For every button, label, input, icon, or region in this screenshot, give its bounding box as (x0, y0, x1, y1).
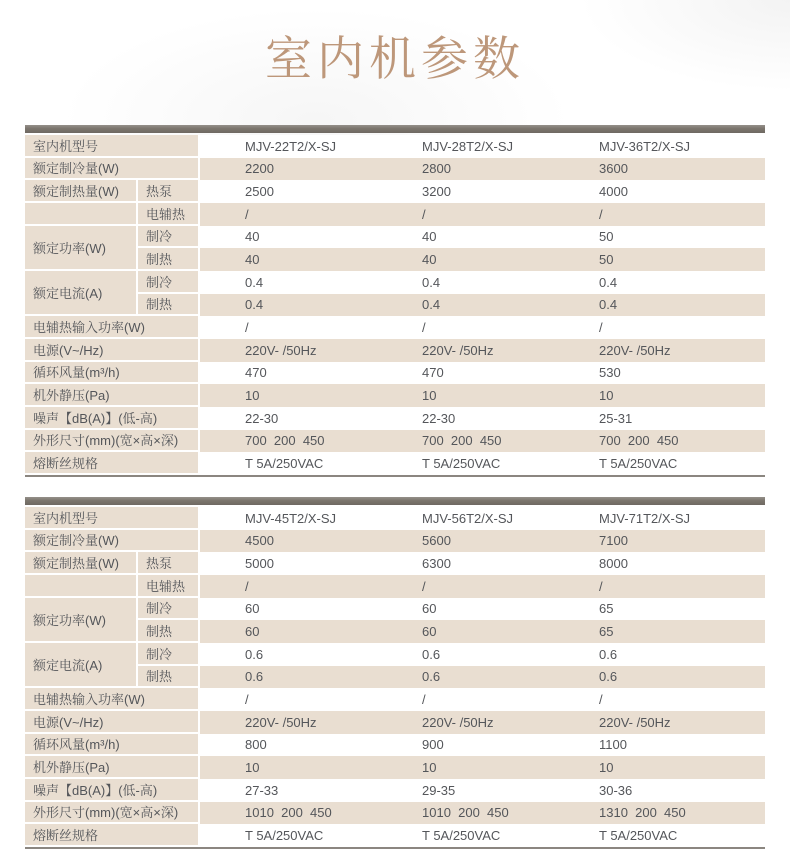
table-grid (25, 135, 765, 477)
value-cell: 7100 (554, 530, 765, 553)
value-cell: 0.6 (422, 646, 441, 662)
value-cell: 0.4 (554, 294, 765, 317)
value-cell: 60 (422, 601, 437, 617)
value-cell: 1010 200 450 (377, 802, 554, 825)
value-cell: T 5A/250VAC (245, 456, 324, 472)
value-cell: 10 (200, 384, 377, 407)
value-cell: 0.4 (377, 294, 554, 317)
value-cell: 220V- /50Hz (377, 339, 554, 362)
value-cell: 60 (245, 601, 260, 617)
value-cell: 40 (377, 248, 554, 271)
value-cell: / (422, 692, 426, 708)
value-cell: 22-30 (422, 410, 456, 426)
row-sublabel-cell: 制热 (138, 620, 200, 643)
value-cell: / (554, 575, 765, 598)
row-sublabel-cell: 电辅热 (138, 203, 200, 226)
row-label-cell: 机外静压(Pa) (25, 756, 200, 779)
value-cell: 10 (554, 384, 765, 407)
value-cell: 0.6 (599, 646, 618, 662)
value-cell: 220V- /50Hz (200, 711, 377, 734)
value-cell: 10 (554, 756, 765, 779)
row-label-cell: 电源(V~/Hz) (25, 339, 200, 362)
value-cell: 30-36 (599, 782, 633, 798)
row-label-cell: 熔断丝规格 (25, 824, 200, 847)
value-cell: 530 (599, 365, 621, 381)
row-label-cell: 外形尺寸(mm)(宽×高×深) (25, 430, 200, 453)
value-cell: 0.4 (422, 274, 441, 290)
value-cell: 10 (377, 384, 554, 407)
value-cell: 700 200 450 (200, 430, 377, 453)
value-cell: 5600 (377, 530, 554, 553)
value-cell: T 5A/250VAC (422, 828, 501, 844)
value-cell: / (377, 575, 554, 598)
row-label-cell (25, 203, 138, 226)
value-cell: MJV-28T2/X-SJ (422, 138, 514, 154)
value-cell: 0.6 (554, 666, 765, 689)
value-cell: 1310 200 450 (554, 802, 765, 825)
value-cell: 40 (245, 229, 260, 245)
table-top-bar (25, 497, 765, 505)
spec-table-large-models (25, 497, 765, 849)
value-cell: / (245, 320, 249, 336)
row-sublabel-cell: 制热 (138, 294, 200, 317)
value-cell: 40 (200, 248, 377, 271)
row-label-cell: 室内机型号 (25, 135, 200, 158)
value-cell: 29-35 (422, 782, 456, 798)
value-cell: MJV-36T2/X-SJ (599, 138, 691, 154)
value-cell: 25-31 (599, 410, 633, 426)
value-cell: 6300 (422, 556, 451, 572)
value-cell: 0.4 (245, 274, 264, 290)
row-label-cell: 额定制热量(W) (25, 180, 138, 203)
value-cell: T 5A/250VAC (245, 828, 324, 844)
value-cell: MJV-45T2/X-SJ (245, 510, 337, 526)
value-cell: 65 (599, 601, 614, 617)
value-cell: 50 (599, 229, 614, 245)
row-label-cell: 室内机型号 (25, 507, 200, 530)
value-cell: 0.4 (599, 274, 618, 290)
row-sublabel-cell: 热泵 (138, 180, 200, 203)
value-cell: 8000 (599, 556, 628, 572)
row-sublabel-cell: 电辅热 (138, 575, 200, 598)
value-cell: / (599, 692, 603, 708)
value-cell: 22-30 (245, 410, 279, 426)
value-cell: 220V- /50Hz (554, 339, 765, 362)
value-cell: 470 (422, 365, 444, 381)
value-cell: T 5A/250VAC (599, 828, 678, 844)
value-cell: T 5A/250VAC (599, 456, 678, 472)
value-cell: / (245, 692, 249, 708)
value-cell: 1010 200 450 (200, 802, 377, 825)
row-label-cell: 噪声【dB(A)】(低-高) (25, 407, 200, 430)
value-cell: 5000 (245, 556, 274, 572)
value-cell: 0.4 (200, 294, 377, 317)
value-cell: MJV-22T2/X-SJ (245, 138, 337, 154)
value-cell: / (599, 320, 603, 336)
value-cell: 60 (377, 620, 554, 643)
value-cell: 800 (245, 737, 267, 753)
value-cell: 220V- /50Hz (200, 339, 377, 362)
row-sublabel-cell: 制热 (138, 666, 200, 689)
table-grid (25, 507, 765, 849)
value-cell: / (554, 203, 765, 226)
row-label-cell: 额定制冷量(W) (25, 158, 200, 181)
row-label-cell: 额定功率(W) (25, 226, 138, 271)
value-cell: 50 (554, 248, 765, 271)
value-cell: 0.6 (377, 666, 554, 689)
value-cell: 470 (245, 365, 267, 381)
row-label-cell: 循环风量(m³/h) (25, 362, 200, 385)
value-cell: / (422, 320, 426, 336)
value-cell: 27-33 (245, 782, 279, 798)
row-label-cell: 机外静压(Pa) (25, 384, 200, 407)
row-sublabel-cell: 制冷 (138, 271, 200, 294)
value-cell: / (200, 203, 377, 226)
value-cell: 65 (554, 620, 765, 643)
table-top-bar (25, 125, 765, 133)
row-label-cell: 熔断丝规格 (25, 452, 200, 475)
row-sublabel-cell: 制热 (138, 248, 200, 271)
page-title: 室内机参数 (265, 32, 525, 85)
row-sublabel-cell: 热泵 (138, 552, 200, 575)
value-cell: 3200 (422, 184, 451, 200)
value-cell: / (377, 203, 554, 226)
spec-table-small-models (25, 125, 765, 477)
row-label-cell: 额定电流(A) (25, 271, 138, 316)
value-cell: 220V- /50Hz (377, 711, 554, 734)
row-label-cell: 电辅热输入功率(W) (25, 688, 200, 711)
value-cell: 900 (422, 737, 444, 753)
value-cell: 40 (422, 229, 437, 245)
value-cell: 4500 (200, 530, 377, 553)
value-cell: 220V- /50Hz (554, 711, 765, 734)
value-cell: MJV-71T2/X-SJ (599, 510, 691, 526)
row-label-cell: 电源(V~/Hz) (25, 711, 200, 734)
row-sublabel-cell: 制冷 (138, 643, 200, 666)
row-label-cell: 电辅热输入功率(W) (25, 316, 200, 339)
row-label-cell: 额定功率(W) (25, 598, 138, 643)
value-cell: MJV-56T2/X-SJ (422, 510, 514, 526)
row-label-cell: 额定电流(A) (25, 643, 138, 688)
value-cell: 2500 (245, 184, 274, 200)
row-sublabel-cell: 制冷 (138, 598, 200, 621)
value-cell: 3600 (554, 158, 765, 181)
row-sublabel-cell: 制冷 (138, 226, 200, 249)
row-label-cell: 额定制冷量(W) (25, 530, 200, 553)
value-cell: 10 (377, 756, 554, 779)
row-label-cell: 额定制热量(W) (25, 552, 138, 575)
value-cell: T 5A/250VAC (422, 456, 501, 472)
value-cell: 0.6 (245, 646, 264, 662)
value-cell: 1100 (599, 737, 627, 753)
value-cell: 2200 (200, 158, 377, 181)
row-label-cell: 循环风量(m³/h) (25, 734, 200, 757)
value-cell: 10 (200, 756, 377, 779)
value-cell: 700 200 450 (554, 430, 765, 453)
value-cell: 2800 (377, 158, 554, 181)
value-cell: 4000 (599, 184, 628, 200)
value-cell: / (200, 575, 377, 598)
row-label-cell: 外形尺寸(mm)(宽×高×深) (25, 802, 200, 825)
value-cell: 0.6 (200, 666, 377, 689)
row-label-cell: 噪声【dB(A)】(低-高) (25, 779, 200, 802)
row-label-cell (25, 575, 138, 598)
value-cell: 60 (200, 620, 377, 643)
value-cell: 700 200 450 (377, 430, 554, 453)
